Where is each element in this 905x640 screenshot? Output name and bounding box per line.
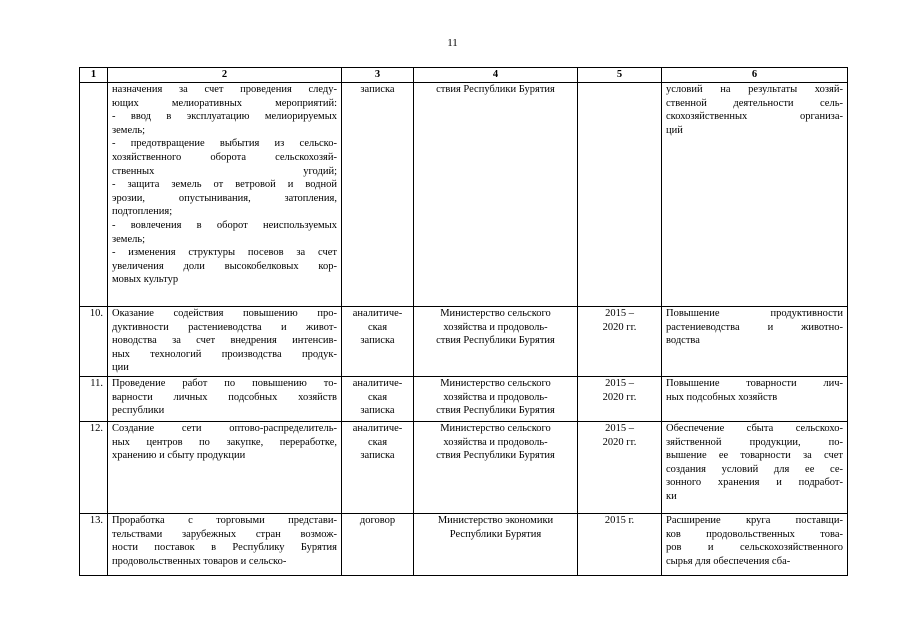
row-number: 12.: [80, 422, 108, 514]
measure-description-line: - предотвращение выбытия из сельско-: [112, 138, 337, 150]
measure-description-line: подтопления;: [112, 206, 173, 218]
measure-description-line: ственных угодий;: [112, 165, 337, 177]
expected-result: [662, 307, 848, 377]
measure-description-line: варности личных подсобных хозяйств: [112, 391, 337, 403]
responsible-executor: [414, 377, 578, 422]
header-col-3: 3: [342, 68, 414, 83]
expected-result-line: скохозяйственных организа-: [666, 111, 843, 123]
expected-result-line: зонного хранения и подработ-: [666, 477, 843, 489]
implementation-period-line: 2015 –: [605, 308, 634, 319]
measure-description: [108, 422, 342, 514]
document-type: [342, 422, 414, 514]
measure-description-line: ции: [112, 362, 129, 374]
measure-description-line: - защита земель от ветровой и водной: [112, 179, 337, 191]
document-type-line: записка: [360, 450, 395, 462]
header-col-5: 5: [578, 68, 662, 83]
expected-result-line: ций: [666, 124, 683, 136]
row-number: 10.: [80, 307, 108, 377]
expected-result: [662, 377, 848, 422]
responsible-executor-line: ствия Республики Бурятия: [436, 335, 555, 347]
responsible-executor-line: Министерство сельского: [440, 308, 551, 319]
implementation-period: [578, 83, 662, 307]
table-row: [80, 514, 848, 576]
table-row: [80, 307, 848, 377]
expected-result-line: условий на результаты хозяй-: [666, 84, 843, 95]
measure-description-line: ности поставок в Республику Бурятия: [112, 542, 337, 554]
header-row: [80, 68, 848, 83]
measure-description-line: тельствами зарубежных стран возмож-: [112, 528, 337, 540]
measure-description-line: Проработка с торговыми представи-: [112, 515, 337, 526]
document-type-line: ская: [367, 391, 388, 403]
row-number: [80, 83, 108, 307]
expected-result-line: ки: [666, 490, 677, 502]
responsible-executor-line: Министерство экономики: [437, 515, 554, 526]
responsible-executor-line: Министерство сельского: [440, 378, 551, 389]
responsible-executor-line: ствия Республики Бурятия: [436, 84, 555, 95]
implementation-period-line: 2015 –: [605, 423, 634, 434]
expected-result: [662, 83, 848, 307]
implementation-period: [578, 377, 662, 422]
measure-description-line: Проведение работ по повышению то-: [112, 378, 337, 389]
measures-table: [79, 67, 848, 576]
measure-description-line: хозяйственного оборота сельскохозяй-: [112, 151, 337, 163]
measure-description-line: земель;: [112, 124, 146, 136]
expected-result-line: сырья для обеспечения сба-: [666, 555, 791, 567]
table-row: [80, 377, 848, 422]
table-row: [80, 83, 848, 307]
measure-description-line: - вовлечения в оборот неиспользуемых: [112, 219, 337, 231]
expected-result-line: Расширение круга поставщи-: [666, 515, 843, 526]
measure-description-line: эрозии, опустынивания, затопления,: [112, 192, 337, 204]
measure-description-line: республики: [112, 405, 165, 417]
measure-description-line: Создание сети оптово-распределитель-: [112, 423, 337, 434]
expected-result-line: вышение ее товарности за счет: [666, 450, 843, 462]
document-type-line: ская: [367, 436, 388, 448]
responsible-executor-line: Министерство сельского: [440, 423, 551, 434]
document-type-line: ская: [367, 321, 388, 333]
measure-description: [108, 377, 342, 422]
page-number: 11: [447, 37, 458, 49]
document-type: [342, 307, 414, 377]
header-col-6: 6: [662, 68, 848, 83]
responsible-executor-line: хозяйства и продоволь-: [443, 391, 548, 403]
document-type: [342, 377, 414, 422]
expected-result-line: растениеводства и животно-: [666, 321, 843, 333]
measure-description-line: назначения за счет проведения следу-: [112, 84, 337, 95]
document-type-line: аналитиче-: [352, 423, 403, 434]
implementation-period-line: 2020 гг.: [602, 391, 637, 403]
expected-result-line: ров и сельскохозяйственного: [666, 542, 843, 554]
expected-result-line: создания условий для ее се-: [666, 463, 843, 475]
implementation-period-line: 2015 –: [605, 378, 634, 389]
measure-description-line: мовых культур: [112, 274, 179, 286]
document-type-line: записка: [360, 405, 395, 417]
responsible-executor: [414, 307, 578, 377]
expected-result: [662, 422, 848, 514]
document-type-line: договор: [359, 515, 396, 526]
measure-description: [108, 83, 342, 307]
implementation-period: [578, 307, 662, 377]
implementation-period-line: 2020 гг.: [602, 321, 637, 333]
responsible-executor: [414, 514, 578, 576]
responsible-executor-line: Республики Бурятия: [449, 528, 542, 540]
expected-result-line: Обеспечение сбыта сельскохо-: [666, 423, 843, 434]
measure-description-line: увеличения доли высокобелковых кор-: [112, 260, 337, 272]
measure-description-line: продовольственных товаров и сельско-: [112, 555, 287, 567]
measure-description-line: ющих мелиоративных мероприятий:: [112, 97, 337, 109]
responsible-executor-line: хозяйства и продоволь-: [443, 321, 548, 333]
measure-description-line: дуктивности растениеводства и живот-: [112, 321, 337, 333]
implementation-period: [578, 514, 662, 576]
expected-result-line: Повышение товарности лич-: [666, 378, 843, 389]
document-type: [342, 514, 414, 576]
responsible-executor: [414, 83, 578, 307]
expected-result-line: ственной деятельности сель-: [666, 97, 843, 109]
measure-description-line: ных технологий производства продук-: [112, 348, 337, 360]
measure-description-line: новодства за счет внедрения интенсив-: [112, 335, 337, 347]
expected-result-line: ков продовольственных това-: [666, 528, 843, 540]
document-type-line: записка: [360, 84, 395, 95]
document-type: [342, 83, 414, 307]
implementation-period: [578, 422, 662, 514]
measure-description-line: хранению и сбыту продукции: [112, 450, 246, 462]
measure-description-line: земель;: [112, 233, 146, 245]
responsible-executor-line: хозяйства и продоволь-: [443, 436, 548, 448]
header-col-2: 2: [108, 68, 342, 83]
document-type-line: аналитиче-: [352, 378, 403, 389]
header-col-1: 1: [80, 68, 108, 83]
measure-description-line: - ввод в эксплуатацию мелиорируемых: [112, 111, 337, 123]
responsible-executor: [414, 422, 578, 514]
row-number: 11.: [80, 377, 108, 422]
header-col-4: 4: [414, 68, 578, 83]
table-body: [80, 83, 848, 576]
document-type-line: записка: [360, 335, 395, 347]
measure-description: [108, 514, 342, 576]
responsible-executor-line: ствия Республики Бурятия: [436, 450, 555, 462]
expected-result-line: ных подсобных хозяйств: [666, 391, 778, 403]
expected-result-line: зяйственной продукции, по-: [666, 436, 843, 448]
expected-result-line: водства: [666, 335, 700, 347]
implementation-period-line: 2015 г.: [604, 515, 635, 526]
document-type-line: аналитиче-: [352, 308, 403, 319]
expected-result: [662, 514, 848, 576]
measure-description-line: Оказание содействия повышению про-: [112, 308, 337, 319]
measure-description-line: ных центров по закупке, переработке,: [112, 436, 337, 448]
measure-description-line: - изменения структуры посевов за счет: [112, 247, 337, 259]
implementation-period-line: 2020 гг.: [602, 436, 637, 448]
table-row: [80, 422, 848, 514]
row-number: 13.: [80, 514, 108, 576]
expected-result-line: Повышение продуктивности: [666, 308, 843, 319]
measure-description: [108, 307, 342, 377]
responsible-executor-line: ствия Республики Бурятия: [436, 405, 555, 417]
